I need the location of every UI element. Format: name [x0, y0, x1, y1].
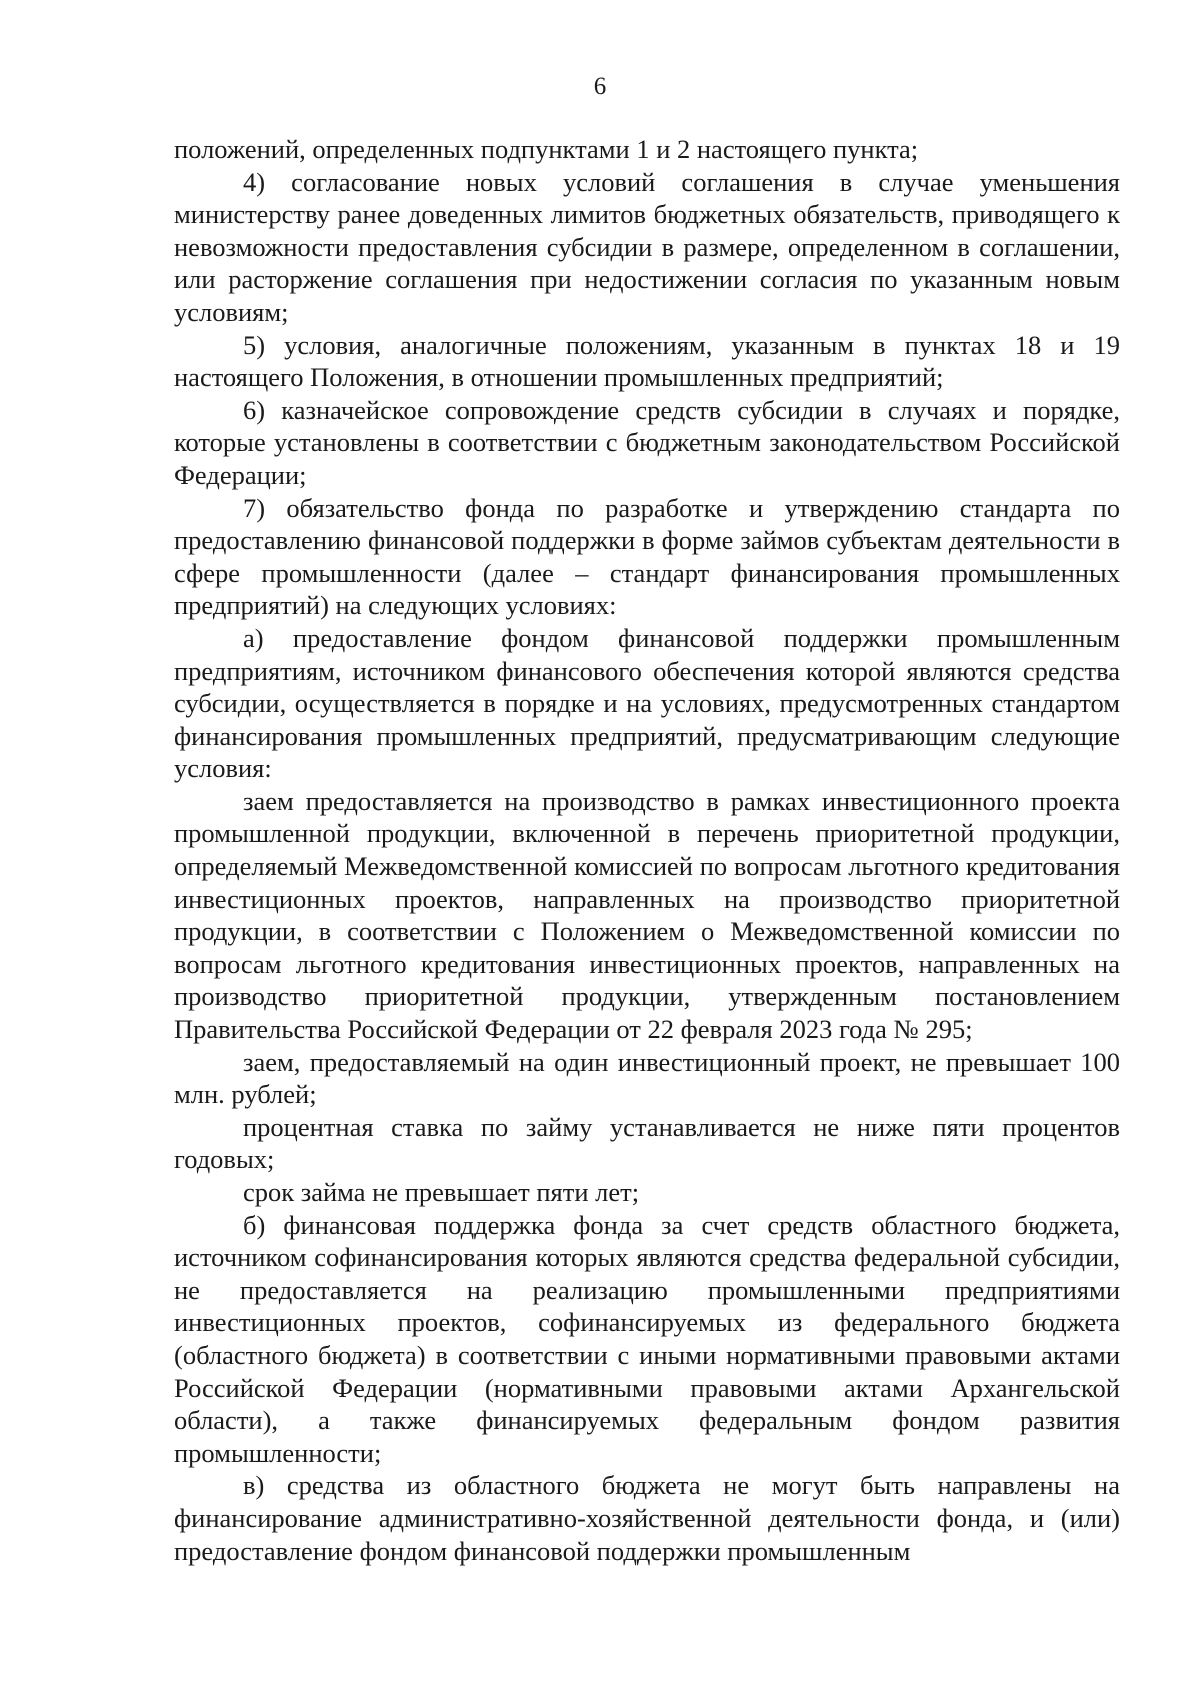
- page-number: 6: [593, 73, 607, 100]
- paragraph: срок займа не превышает пяти лет;: [243, 1177, 640, 1207]
- document-body: [174, 133, 1120, 1567]
- paragraph: процентная ставка по займу устанавливается не ниже пяти процентов годовых;: [174, 1111, 1120, 1175]
- paragraph: 5) условия, аналогичные положениям, указанным в пунктах 18 и 19 настоящего Положения, в отношении промышленных предприятий;: [174, 329, 1120, 393]
- paragraph: заем предоставляется на производство в рамках инвестиционного проекта промышленной продукции, включенной в перечень приоритетной продукции, определяемый Межведомственной комиссией по вопросам льготного кредитования инвестиционных проектов, направленных на производство приоритетной продукции, в соответствии с Положением о Межведомственной комиссии по вопросам льготного кредитования инвестиционных проектов, направленных на производство приоритетной продукции, утвержденным постановлением Правительства Российской Федерации от 22 февраля 2023 года № 295;: [174, 785, 1120, 1045]
- paragraph: а) предоставление фондом финансовой поддержки промышленным предприятиям, источником финансового обеспечения которой являются средства субсидии, осуществляется в порядке и на условиях, предусмотренных стандартом финансирования промышленных предприятий, предусматривающим следующие условия:: [174, 622, 1120, 784]
- paragraph: заем, предоставляемый на один инвестиционный проект, не превышает 100 млн. рублей;: [174, 1046, 1120, 1110]
- paragraph: б) финансовая поддержка фонда за счет средств областного бюджета, источником софинансирования которых являются средства федеральной субсидии, не предоставляется на реализацию промышленными предприятиями инвестиционных проектов, софинансируемых из федерального бюджета (областного бюджета) в соответствии с иными нормативными правовыми актами Российской Федерации (нормативными правовыми актами Архангельской области), а также финансируемых федеральным фондом развития промышленности;: [174, 1209, 1120, 1468]
- paragraph: положений, определенных подпунктами 1 и 2 настоящего пункта;: [174, 134, 919, 164]
- paragraph: 6) казначейское сопровождение средств субсидии в случаях и порядке, которые установлены в соответствии с бюджетным законодательством Российской Федерации;: [174, 394, 1120, 490]
- paragraph: 7) обязательство фонда по разработке и утверждению стандарта по предоставлению финансовой поддержки в форме займов субъектам деятельности в сфере промышленности (далее – стандарт финансирования промышленных предприятий) на следующих условиях:: [174, 492, 1120, 621]
- paragraph: в) средства из областного бюджета не могут быть направлены на финансирование административно-хозяйственной деятельности фонда, и (или) предоставление фондом финансовой поддержки промышленным: [174, 1470, 1120, 1566]
- paragraph: 4) согласование новых условий соглашения в случае уменьшения министерству ранее доведенных лимитов бюджетных обязательств, приводящего к невозможности предоставления субсидии в размере, определенном в соглашении, или расторжение соглашения при недостижении согласия по указанным новым условиям;: [174, 166, 1120, 327]
